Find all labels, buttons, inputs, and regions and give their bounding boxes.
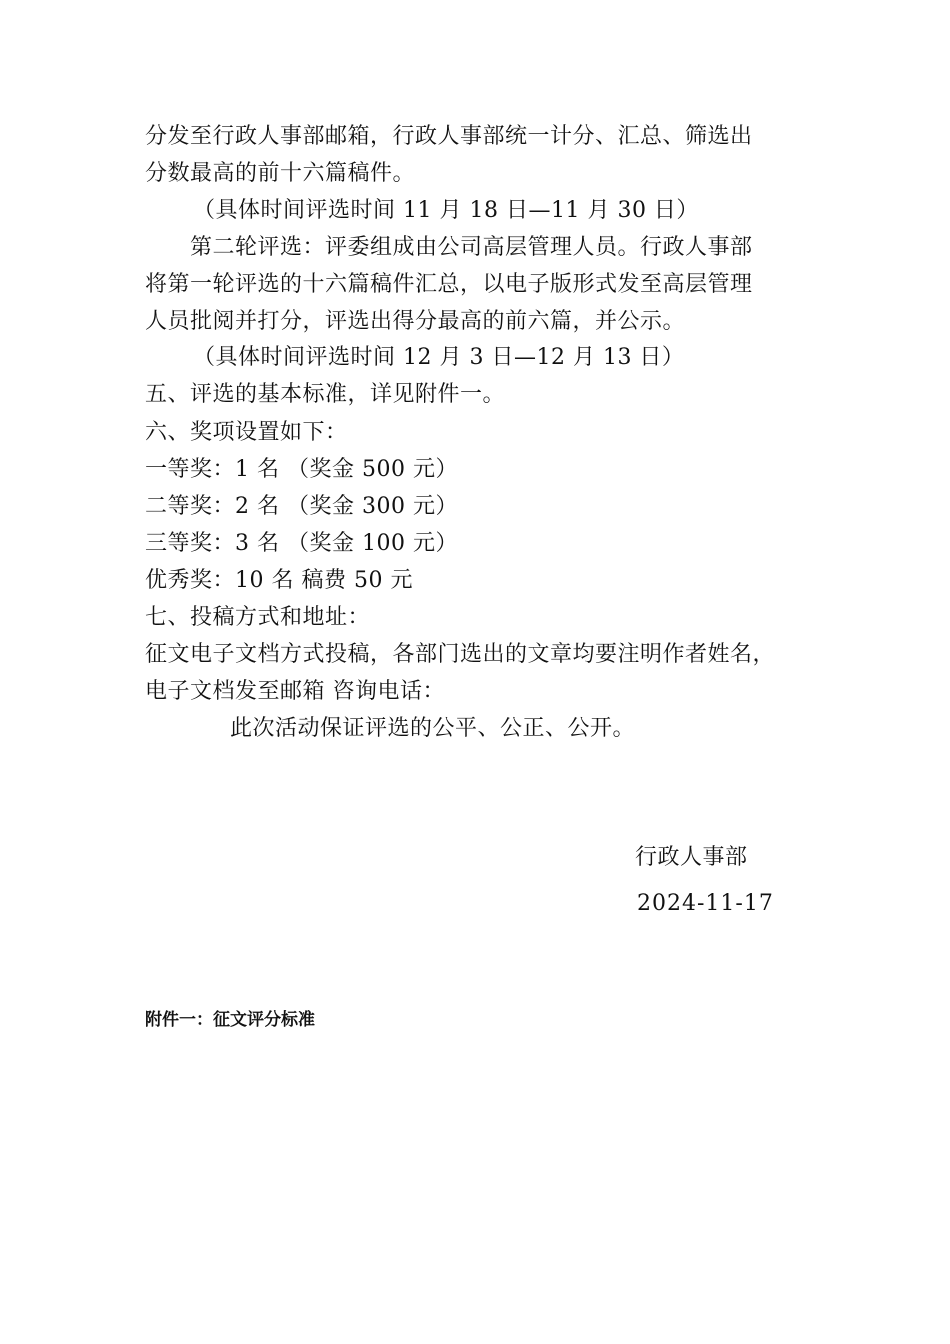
section-five-heading: 五、评选的基本标准，详见附件一。 (145, 382, 506, 407)
award-first-prize: 一等奖：1 名 （奖金 500 元） (145, 457, 458, 482)
round-one-time-note: （具体时间评选时间 11 月 18 日—11 月 30 日） (193, 198, 699, 223)
award-excellence-prize: 优秀奖：10 名 稿费 50 元 (145, 568, 413, 593)
submission-method-line-1: 征文电子文档方式投稿，各部门选出的文章均要注明作者姓名， (145, 642, 776, 667)
award-second-prize: 二等奖：2 名 （奖金 300 元） (145, 494, 458, 519)
award-third-prize: 三等奖：3 名 （奖金 100 元） (145, 531, 458, 556)
fairness-statement: 此次活动保证评选的公平、公正、公开。 (230, 716, 636, 741)
second-round-line-1: 第二轮评选：评委组成由公司高层管理人员。行政人事部 (190, 235, 753, 260)
signature-department: 行政人事部 (635, 845, 748, 870)
second-round-line-3: 人员批阅并打分，评选出得分最高的前六篇，并公示。 (145, 309, 686, 334)
submission-method-line-2: 电子文档发至邮箱 咨询电话： (145, 679, 445, 704)
attachment-title: 附件一：征文评分标准 (145, 1010, 315, 1030)
second-round-line-2: 将第一轮评选的十六篇稿件汇总，以电子版形式发至高层管理 (145, 272, 753, 297)
section-seven-heading: 七、投稿方式和地址： (145, 605, 371, 630)
paragraph-line-1: 分发至行政人事部邮箱，行政人事部统一计分、汇总、筛选出 (145, 124, 753, 149)
paragraph-line-2: 分数最高的前十六篇稿件。 (145, 161, 416, 186)
round-two-time-note: （具体时间评选时间 12 月 3 日—12 月 13 日） (193, 345, 685, 370)
section-six-heading: 六、奖项设置如下： (145, 420, 348, 445)
signature-date: 2024-11-17 (637, 891, 774, 916)
